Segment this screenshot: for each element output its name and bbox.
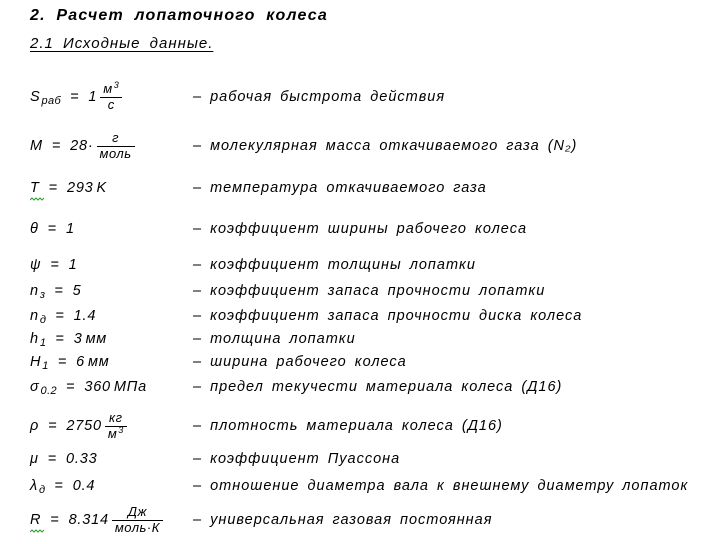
unit: м bbox=[107, 425, 118, 441]
value: 293 bbox=[66, 180, 94, 196]
math-region-t[interactable] bbox=[30, 180, 193, 196]
redefinition-squiggle-icon bbox=[30, 197, 44, 201]
definition-row-psi bbox=[30, 255, 476, 275]
variable-subscript: з bbox=[39, 289, 46, 301]
comment-text[interactable]: – ширина рабочего колеса bbox=[193, 354, 407, 370]
comment-text[interactable]: – коэффициент запаса прочности диска колеса bbox=[193, 308, 583, 324]
definition-row-rho bbox=[30, 404, 503, 448]
math-region-rho[interactable] bbox=[30, 411, 193, 442]
comment-text[interactable]: – толщина лопатки bbox=[193, 331, 356, 347]
unit-fraction bbox=[100, 79, 122, 113]
fraction-denominator: с bbox=[107, 96, 115, 112]
definition-row-n-z bbox=[30, 281, 545, 301]
definition-row-n-d bbox=[30, 306, 582, 326]
definition-row-lambda-d bbox=[30, 476, 688, 496]
variable-name: S bbox=[30, 89, 41, 105]
equals-sign: = bbox=[66, 379, 76, 395]
definition-row-s-rab bbox=[30, 73, 445, 121]
fraction-numerator: кг bbox=[109, 409, 123, 425]
equals-sign: = bbox=[55, 331, 65, 347]
definition-row-H1 bbox=[30, 352, 407, 372]
comment-text[interactable]: – коэффициент ширины рабочего колеса bbox=[193, 221, 528, 237]
math-region-m[interactable] bbox=[30, 131, 193, 162]
variable-name: σ bbox=[30, 379, 40, 395]
value: 28· bbox=[70, 138, 94, 154]
equals-sign: = bbox=[47, 221, 57, 237]
value: 6 bbox=[76, 354, 85, 370]
math-region-sigma02[interactable] bbox=[30, 379, 193, 395]
variable-name: h bbox=[30, 331, 39, 347]
flagged-variable bbox=[30, 512, 41, 528]
fraction-numerator: Дж bbox=[127, 503, 147, 519]
math-region-s-rab[interactable] bbox=[30, 79, 193, 113]
definition-row-sigma02 bbox=[30, 376, 562, 398]
math-region-theta[interactable] bbox=[30, 221, 193, 237]
variable-name: ψ bbox=[30, 257, 42, 273]
variable-name: M bbox=[30, 138, 43, 154]
value: 3 bbox=[73, 331, 83, 347]
equals-sign: = bbox=[54, 283, 64, 299]
comment-text[interactable]: – плотность материала колеса (Д16) bbox=[193, 418, 503, 434]
value: 1.4 bbox=[73, 308, 97, 324]
definition-row-t bbox=[30, 177, 487, 199]
variable-name: n bbox=[30, 308, 39, 324]
math-region-psi[interactable] bbox=[30, 257, 193, 273]
definition-row-m bbox=[30, 126, 577, 166]
variable-subscript: 1 bbox=[39, 337, 47, 349]
unit: м bbox=[103, 80, 113, 96]
equals-sign: = bbox=[50, 257, 60, 273]
unit: K bbox=[96, 180, 108, 196]
comment-text[interactable]: – универсальная газовая постоянная bbox=[193, 512, 493, 528]
variable-name: n bbox=[30, 283, 39, 299]
comment-text[interactable]: – температура откачиваемого газа bbox=[193, 180, 487, 196]
equals-sign: = bbox=[70, 89, 80, 105]
equals-sign: = bbox=[50, 512, 60, 528]
subsection-heading[interactable]: 2.1 Исходные данные. bbox=[30, 35, 214, 52]
fraction-denominator: моль bbox=[99, 145, 132, 161]
variable-name: T bbox=[30, 180, 40, 196]
unit: МПа bbox=[113, 379, 147, 395]
definition-row-mu bbox=[30, 449, 400, 469]
definition-row-h1 bbox=[30, 329, 356, 349]
variable-name: μ bbox=[30, 451, 39, 467]
variable-subscript: раб bbox=[41, 95, 62, 107]
definition-row-theta bbox=[30, 218, 527, 240]
variable-name: θ bbox=[30, 221, 39, 237]
math-region-r[interactable] bbox=[30, 505, 193, 536]
math-region-H1[interactable] bbox=[30, 354, 193, 370]
variable-subscript: д bbox=[39, 314, 47, 326]
equals-sign: = bbox=[51, 138, 62, 154]
unit: мм bbox=[85, 331, 108, 347]
equals-sign: = bbox=[54, 478, 64, 494]
equals-sign: = bbox=[57, 354, 68, 370]
value: 2750 bbox=[66, 418, 102, 434]
redefinition-squiggle-icon bbox=[30, 529, 44, 533]
exponent: 3 bbox=[118, 424, 124, 435]
comment-text[interactable]: – молекулярная масса откачиваемого газа (N₂) bbox=[193, 138, 578, 154]
equals-sign: = bbox=[47, 451, 58, 467]
comment-text[interactable]: – предел текучести материала колеса (Д16) bbox=[193, 379, 563, 395]
value: 0.4 bbox=[72, 478, 96, 494]
fraction-numerator bbox=[100, 79, 122, 97]
variable-subscript: д bbox=[38, 484, 46, 496]
math-region-n-z[interactable] bbox=[30, 283, 193, 299]
value: 8.314 bbox=[68, 512, 109, 528]
definition-row-r bbox=[30, 499, 492, 541]
unit-fraction bbox=[112, 505, 163, 536]
math-region-n-d[interactable] bbox=[30, 308, 193, 324]
comment-text[interactable]: – коэффициент запаса прочности лопатки bbox=[193, 283, 546, 299]
flagged-variable bbox=[30, 180, 40, 196]
variable-name: λ bbox=[30, 478, 38, 494]
fraction-denominator bbox=[105, 424, 127, 442]
variable-subscript: 0.2 bbox=[40, 385, 58, 397]
comment-text[interactable]: – коэффициент толщины лопатки bbox=[193, 257, 476, 273]
fraction-denominator: моль·К bbox=[114, 519, 160, 535]
fraction-numerator: г bbox=[112, 129, 119, 145]
equals-sign: = bbox=[48, 180, 58, 196]
variable-name: ρ bbox=[30, 418, 40, 434]
math-region-h1[interactable] bbox=[30, 331, 193, 347]
comment-text[interactable]: – отношение диаметра вала к внешнему диаметру лопаток bbox=[193, 478, 689, 494]
equals-sign: = bbox=[55, 308, 65, 324]
math-region-lambda-d[interactable] bbox=[30, 478, 193, 494]
section-heading[interactable]: 2. Расчет лопаточного колеса bbox=[30, 7, 328, 24]
value: 0.33 bbox=[66, 451, 98, 467]
value: 1 bbox=[88, 89, 98, 105]
comment-text[interactable]: – коэффициент Пуассона bbox=[193, 451, 401, 467]
value: 1 bbox=[68, 257, 78, 273]
equals-sign: = bbox=[48, 418, 58, 434]
exponent: 3 bbox=[113, 79, 120, 90]
unit-fraction bbox=[97, 131, 135, 162]
variable-name: H bbox=[30, 354, 42, 370]
value: 360 bbox=[84, 379, 111, 395]
unit: мм bbox=[87, 354, 110, 370]
value: 5 bbox=[72, 283, 82, 299]
value: 1 bbox=[65, 221, 75, 237]
variable-name: R bbox=[30, 512, 42, 528]
unit-fraction bbox=[105, 411, 127, 442]
comment-text[interactable]: – рабочая быстрота действия bbox=[193, 89, 446, 105]
variable-subscript: 1 bbox=[42, 360, 49, 372]
math-region-mu[interactable] bbox=[30, 451, 193, 467]
